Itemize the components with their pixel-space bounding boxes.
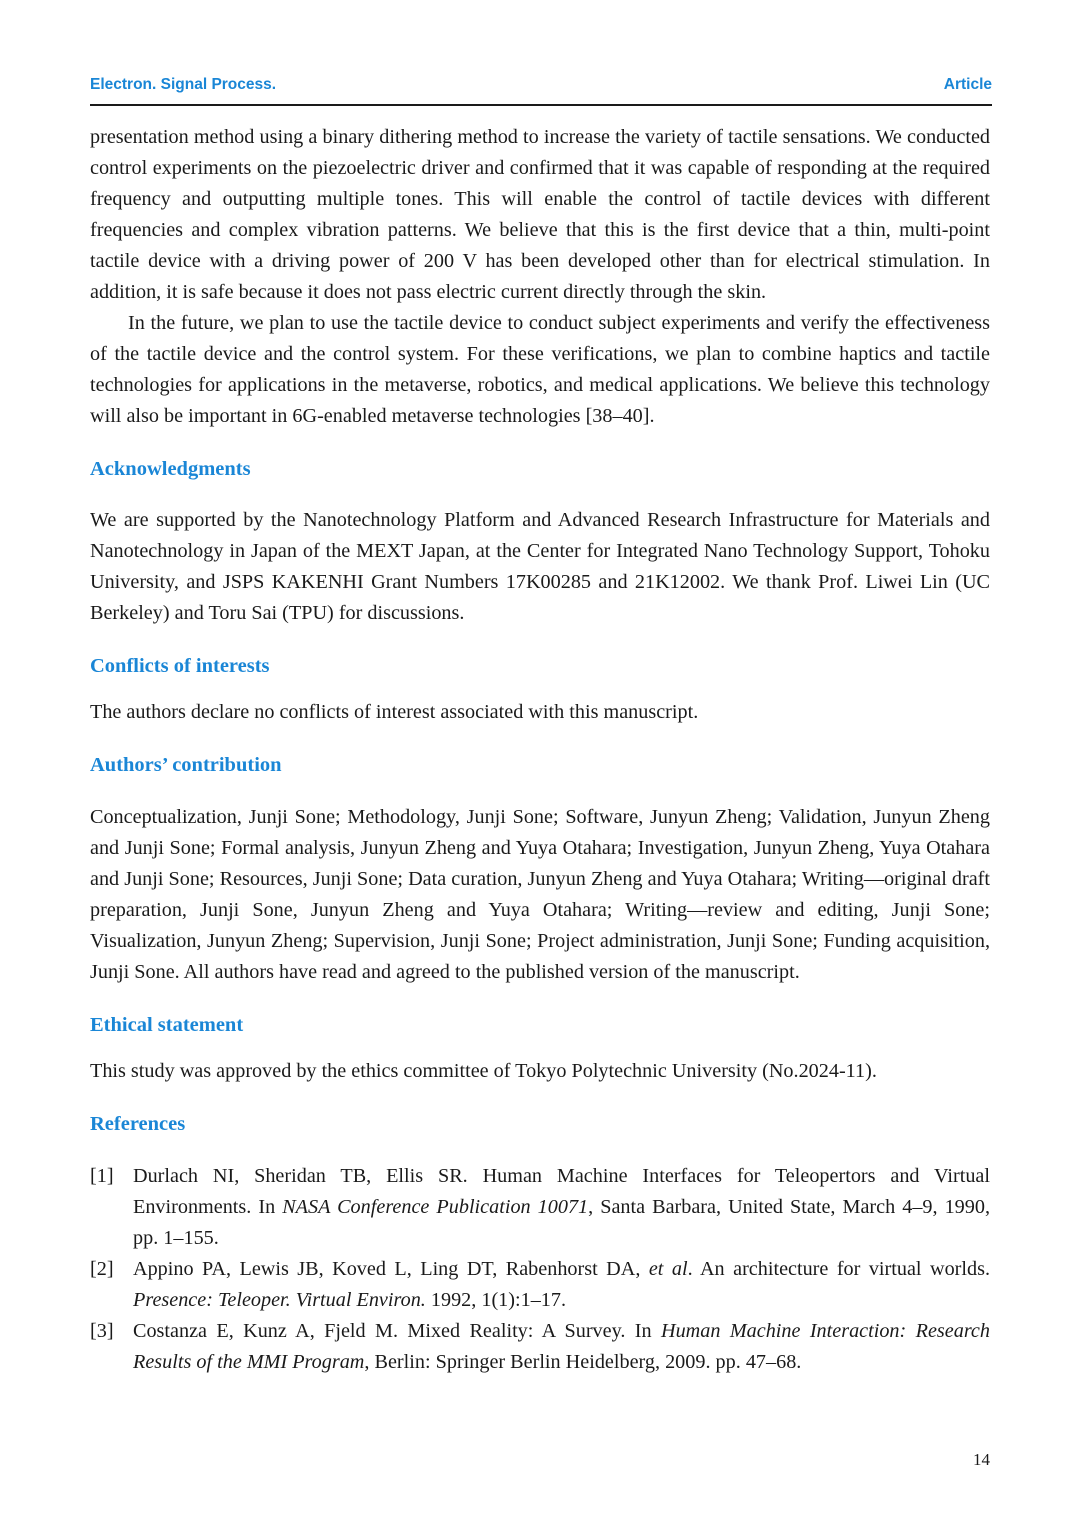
acknowledgments-heading: Acknowledgments xyxy=(90,458,251,480)
reference-item xyxy=(90,1161,990,1254)
ethics-heading: Ethical statement xyxy=(90,1014,244,1036)
journal-name: Electron. Signal Process. xyxy=(90,76,277,93)
reference-text: 1992, 1(1):1–17. xyxy=(425,1289,567,1311)
page-number: 14 xyxy=(973,1450,990,1469)
reference-source: NASA Conference Publication 10071 xyxy=(282,1196,589,1218)
acknowledgments-text: We are supported by the Nanotechnology Platform and Advanced Research Infrastructure for Materials and Nanotechnology in Japan of the MEXT Japan, at the Center for Integrated Nano Technology Support, Tohoku University, and JSPS KAKENHI Grant Numbers 17K00285 and 21K12002. We thank Prof. Liwei Lin (UC Berkeley) and Toru Sai (TPU) for discussions. xyxy=(90,509,990,624)
reference-number: [2] xyxy=(90,1258,114,1280)
reference-number: [1] xyxy=(90,1165,114,1187)
reference-text: . An architecture for virtual worlds. xyxy=(687,1258,990,1280)
running-header xyxy=(90,76,992,98)
article-type: Article xyxy=(943,76,992,93)
body-paragraph-1: presentation method using a binary dithering method to increase the variety of tactile sensations. We conducted control experiments on the piezoelectric driver and confirmed that it was capable of responding at the required frequency and outputting multiple tones. This will enable the control of tactile devices with different frequencies and complex vibration patterns. We believe that this is the first device that a thin, multi-point tactile device with a driving power of 200 V has been developed other than for electrical stimulation. In addition, it is safe because it does not pass electric current directly through the skin. xyxy=(90,126,990,303)
references-list xyxy=(90,1161,990,1378)
reference-text: , Santa Barbara, United State, March 4–9, 1990, pp. 1–155. xyxy=(133,1196,991,1249)
reference-source: Presence: Teleoper. Virtual Environ. xyxy=(133,1289,426,1311)
reference-number: [3] xyxy=(90,1320,114,1342)
reference-etal: et al xyxy=(648,1258,688,1280)
ethics-text: This study was approved by the ethics committee of Tokyo Polytechnic University (No.2024-11). xyxy=(90,1060,877,1082)
reference-text: Durlach NI, Sheridan TB, Ellis SR. Human Machine Interfaces for Teleopertors and Virtual Environments. In xyxy=(133,1165,990,1218)
conflicts-heading: Conflicts of interests xyxy=(90,655,270,677)
reference-text: Costanza E, Kunz A, Fjeld M. Mixed Reality: A Survey. In xyxy=(133,1320,661,1342)
reference-source: Human Machine Interaction: Research Results of the MMI Program xyxy=(133,1320,990,1373)
page-content xyxy=(90,122,990,1378)
conflicts-text: The authors declare no conflicts of interest associated with this manuscript. xyxy=(90,701,699,723)
reference-item xyxy=(90,1316,990,1378)
reference-text: , Berlin: Springer Berlin Heidelberg, 2009. pp. 47–68. xyxy=(364,1351,802,1373)
reference-text: Appino PA, Lewis JB, Koved L, Ling DT, Rabenhorst DA, xyxy=(133,1258,649,1280)
references-heading: References xyxy=(90,1113,186,1135)
header-rule xyxy=(90,104,992,106)
reference-item xyxy=(90,1254,990,1316)
contribution-heading: Authors’ contribution xyxy=(90,754,282,776)
contribution-text: Conceptualization, Junji Sone; Methodology, Junji Sone; Software, Junyun Zheng; Validation, Junyun Zheng and Junji Sone; Formal analysis, Junyun Zheng and Yuya Otahara; Investigation, Junyun Zheng, Yuya Otahara and Junji Sone; Resources, Junji Sone; Data curation, Junyun Zheng and Yuya Otahara; Writing—original draft preparation, Junji Sone, Junyun Zheng and Yuya Otahara; Writing—review and editing, Junji Sone; Visualization, Junyun Zheng; Supervision, Junji Sone; Project administration, Junji Sone; Funding acquisition, Junji Sone. All authors have read and agreed to the published version of the manuscript. xyxy=(90,806,990,983)
body-paragraph-2: In the future, we plan to use the tactile device to conduct subject experiments and verify the effectiveness of the tactile device and the control system. For these verifications, we plan to combine haptics and tactile technologies for applications in the metaverse, robotics, and medical applications. We believe this technology will also be important in 6G-enabled metaverse technologies [38–40]. xyxy=(90,312,990,427)
